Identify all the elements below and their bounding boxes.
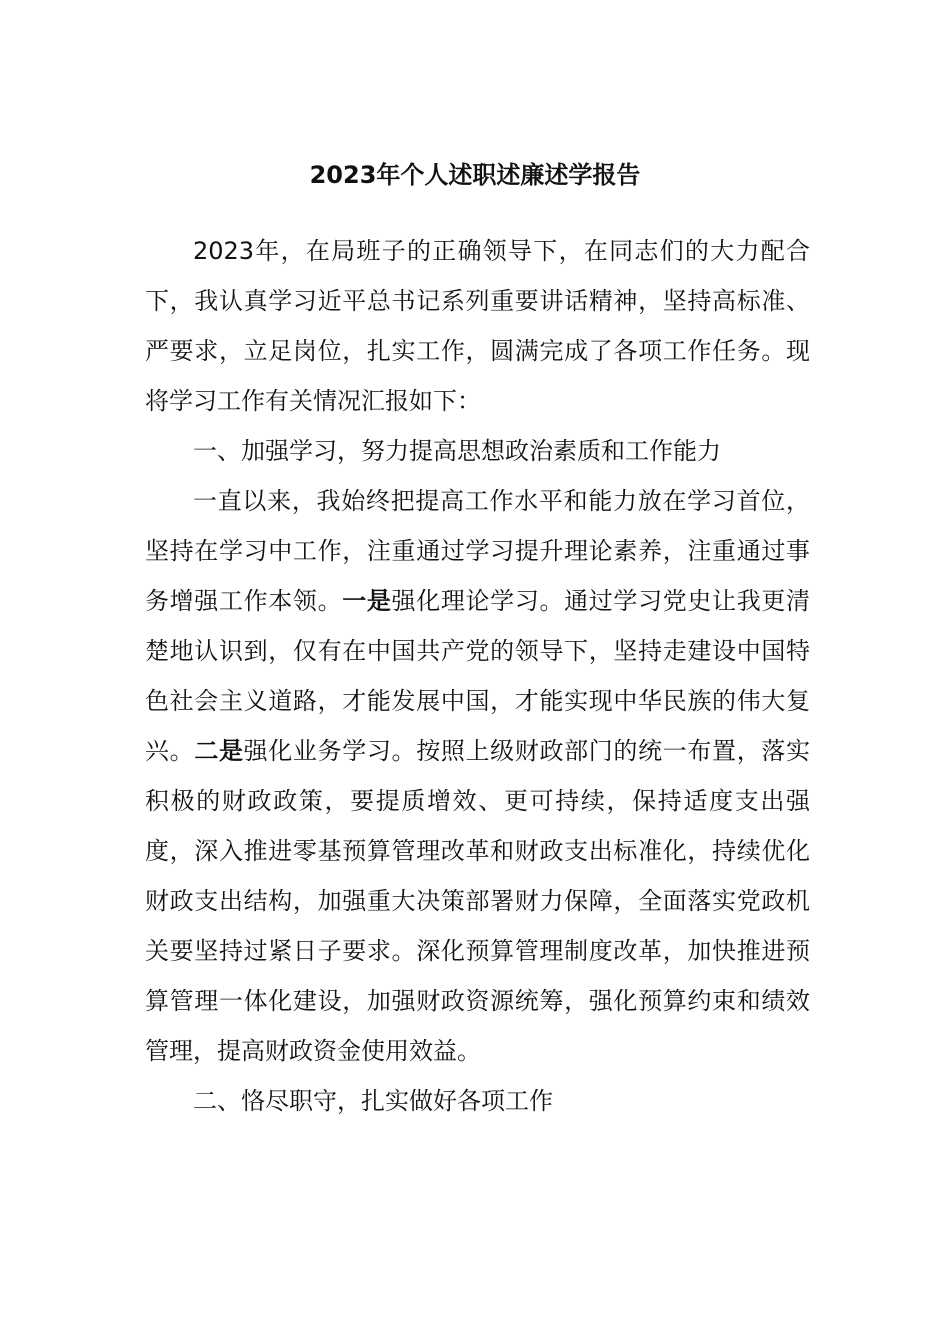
text-segment: 强化业务学习。按照上级财政部门的统一布置，落实积极的财政政策，要提质增效、更可持续，保持适度支出强度，深入推进零基预算管理改革和财政支出标准化，持续优化财政支出结构，加强重大决策部署财力保障，全面落实党政机关要坚持过紧日子要求。深化预算管理制度改革，加快推进预算管理一体化建设，加强财政资源统筹，强化预算约束和绩效管理，提高财政资金使用效益。 — [145, 737, 811, 1065]
text-segment: 二、恪尽职守，扎实做好各项工作 — [193, 1087, 553, 1115]
document-body — [145, 226, 810, 1126]
text-segment: 2023年，在局班子的正确领导下，在同志们的大力配合下，我认真学习近平总书记系列重要讲话精神，坚持高标准、严要求，立足岗位，扎实工作，圆满完成了各项工作任务。现将学习工作有关情况汇报如下： — [145, 237, 810, 415]
section-heading-1 — [145, 426, 810, 476]
bold-marker-second: 二是 — [194, 737, 244, 765]
paragraph-intro — [145, 226, 810, 426]
section-heading-2 — [145, 1076, 810, 1126]
text-segment: 强化理论学习。通过学习党史让我更清楚地认识到，仅有在中国共产党的领导下，坚持走建设中国特色社会主义道路，才能发展中国，才能实现中华民族的伟大复兴。 — [145, 587, 811, 765]
text-segment: 一、加强学习，努力提高思想政治素质和工作能力 — [193, 437, 721, 465]
document-title: 2023年个人述职述廉述学报告 — [309, 161, 641, 189]
paragraph-study — [145, 476, 810, 1076]
bold-marker-first: 一是 — [342, 587, 392, 615]
text-segment: 一直以来，我始终把提高工作水平和能力放在学习首位，坚持在学习中工作，注重通过学习提升理论素养，注重通过事务增强工作本领。 — [145, 487, 810, 615]
